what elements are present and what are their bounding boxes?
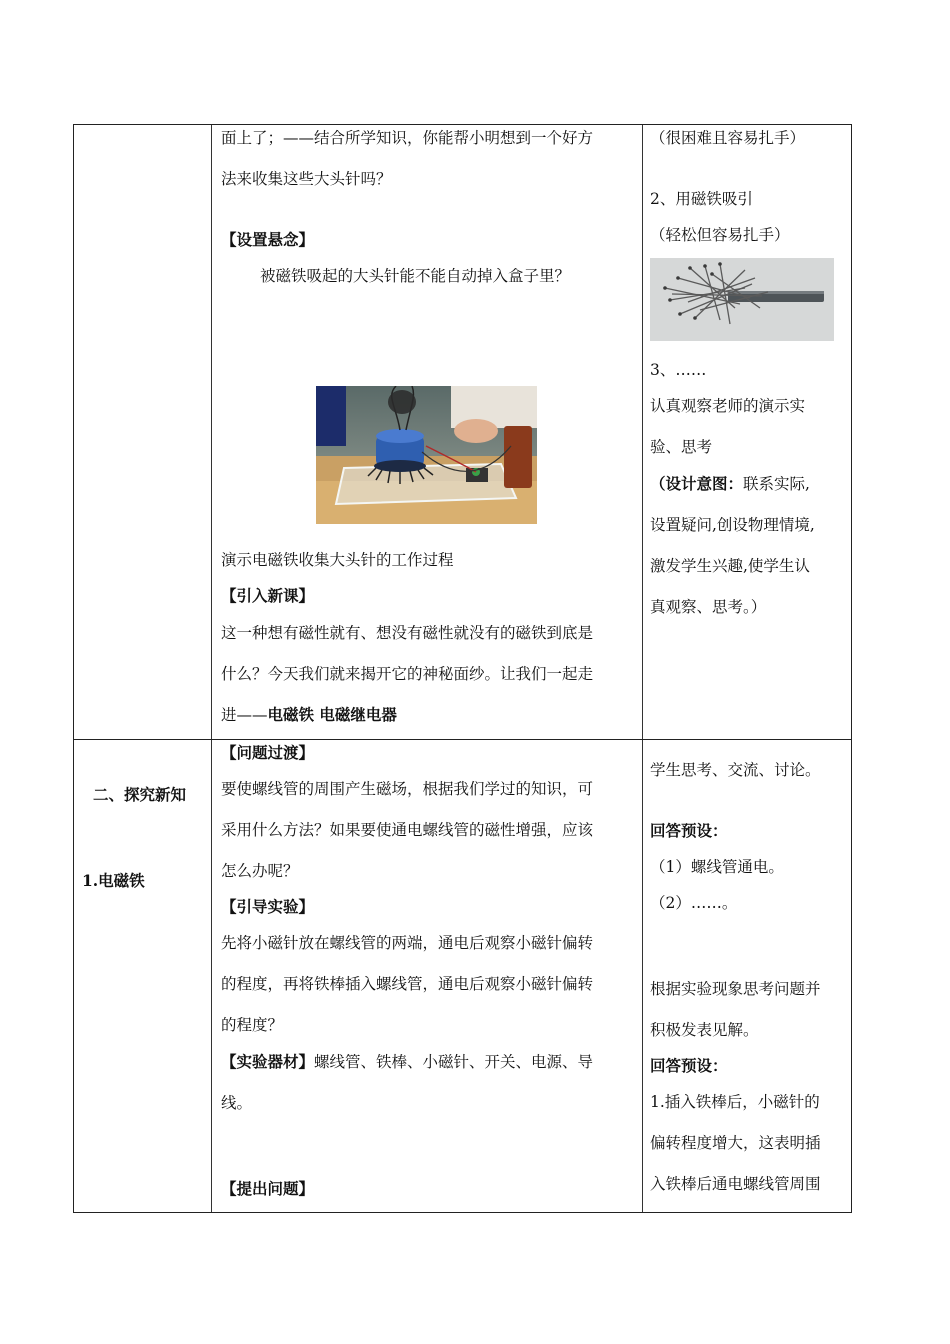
paragraph-line: 先将小磁针放在螺线管的两端，通电后观察小磁针偏转 bbox=[221, 934, 594, 952]
intro-heading: 【引入新课】 bbox=[221, 586, 315, 605]
right-note: （很困难且容易扎手） bbox=[650, 129, 806, 147]
paragraph-line: 怎么办呢？ bbox=[221, 862, 299, 880]
right-note: 设置疑问,创设物理情境, bbox=[650, 516, 815, 534]
demo-caption: 演示电磁铁收集大头针的工作过程 bbox=[221, 551, 454, 569]
suspense-heading: 【设置悬念】 bbox=[221, 230, 315, 249]
right-note: 根据实验现象思考问题并 bbox=[650, 980, 821, 998]
magnet-pins-photo bbox=[650, 258, 834, 341]
design-intent-line bbox=[650, 474, 810, 494]
paragraph-line: 要使螺线管的周围产生磁场，根据我们学过的知识，可 bbox=[221, 780, 594, 798]
right-note: 2、用磁铁吸引 bbox=[650, 190, 753, 208]
column-divider-2 bbox=[642, 125, 643, 1212]
right-note: 认真观察老师的演示实 bbox=[650, 397, 806, 415]
subsection-title: 1.电磁铁 bbox=[82, 871, 145, 890]
intro-line: 这一种想有磁性就有、想没有磁性就没有的磁铁到底是 bbox=[221, 624, 594, 642]
paragraph-line: 采用什么方法？如果要使通电螺线管的磁性增强，应该 bbox=[221, 821, 594, 839]
section-title: 二、探究新知 bbox=[93, 785, 187, 804]
paragraph-line: 面上了；——结合所学知识，你能帮小明想到一个好方 bbox=[221, 129, 594, 147]
equipment-text: 螺线管、铁棒、小磁针、开关、电源、导 bbox=[314, 1053, 594, 1071]
design-intent-text: 联系实际, bbox=[743, 475, 810, 493]
lesson-title: 电磁铁 电磁继电器 bbox=[267, 705, 397, 724]
paragraph-line: 的程度？ bbox=[221, 1016, 284, 1034]
paragraph-line: 法来收集这些大头针吗？ bbox=[221, 170, 392, 188]
answer-item: （1）螺线管通电。 bbox=[650, 858, 784, 876]
design-intent-label: （设计意图： bbox=[650, 474, 744, 493]
column-divider-1 bbox=[211, 125, 212, 1212]
answer-heading: 回答预设： bbox=[650, 1056, 728, 1075]
answer-item: 偏转程度增大，这表明插 bbox=[650, 1134, 821, 1152]
right-note: （轻松但容易扎手） bbox=[650, 226, 790, 244]
answer-item: 1.插入铁棒后，小磁针的 bbox=[650, 1093, 820, 1111]
guide-heading: 【引导实验】 bbox=[221, 897, 315, 916]
intro-line: 什么？今天我们就来揭开它的神秘面纱。让我们一起走 bbox=[221, 665, 594, 683]
row-divider bbox=[74, 739, 851, 740]
right-note: 激发学生兴趣,使学生认 bbox=[650, 557, 810, 575]
answer-item: （2）……。 bbox=[650, 894, 738, 912]
electromagnet-demo-photo bbox=[316, 386, 537, 524]
right-note: 验、思考 bbox=[650, 438, 713, 456]
question-heading: 【提出问题】 bbox=[221, 1179, 315, 1198]
suspense-text: 被磁铁吸起的大头针能不能自动掉入盒子里？ bbox=[260, 267, 571, 285]
answer-item: 入铁棒后通电螺线管周围 bbox=[650, 1175, 821, 1193]
right-note: 3、…… bbox=[650, 361, 707, 379]
paragraph-line: 线。 bbox=[221, 1094, 253, 1112]
paragraph-line: 的程度，再将铁棒插入螺线管，通电后观察小磁针偏转 bbox=[221, 975, 594, 993]
equipment-line bbox=[221, 1052, 593, 1072]
right-note: 学生思考、交流、讨论。 bbox=[650, 761, 821, 779]
right-note: 积极发表见解。 bbox=[650, 1021, 759, 1039]
transition-heading: 【问题过渡】 bbox=[221, 743, 315, 762]
right-note: 真观察、思考。） bbox=[650, 598, 767, 616]
intro-prefix: 进—— bbox=[221, 706, 268, 724]
equipment-heading: 【实验器材】 bbox=[221, 1052, 315, 1071]
intro-line bbox=[221, 705, 397, 725]
answer-heading: 回答预设： bbox=[650, 821, 728, 840]
